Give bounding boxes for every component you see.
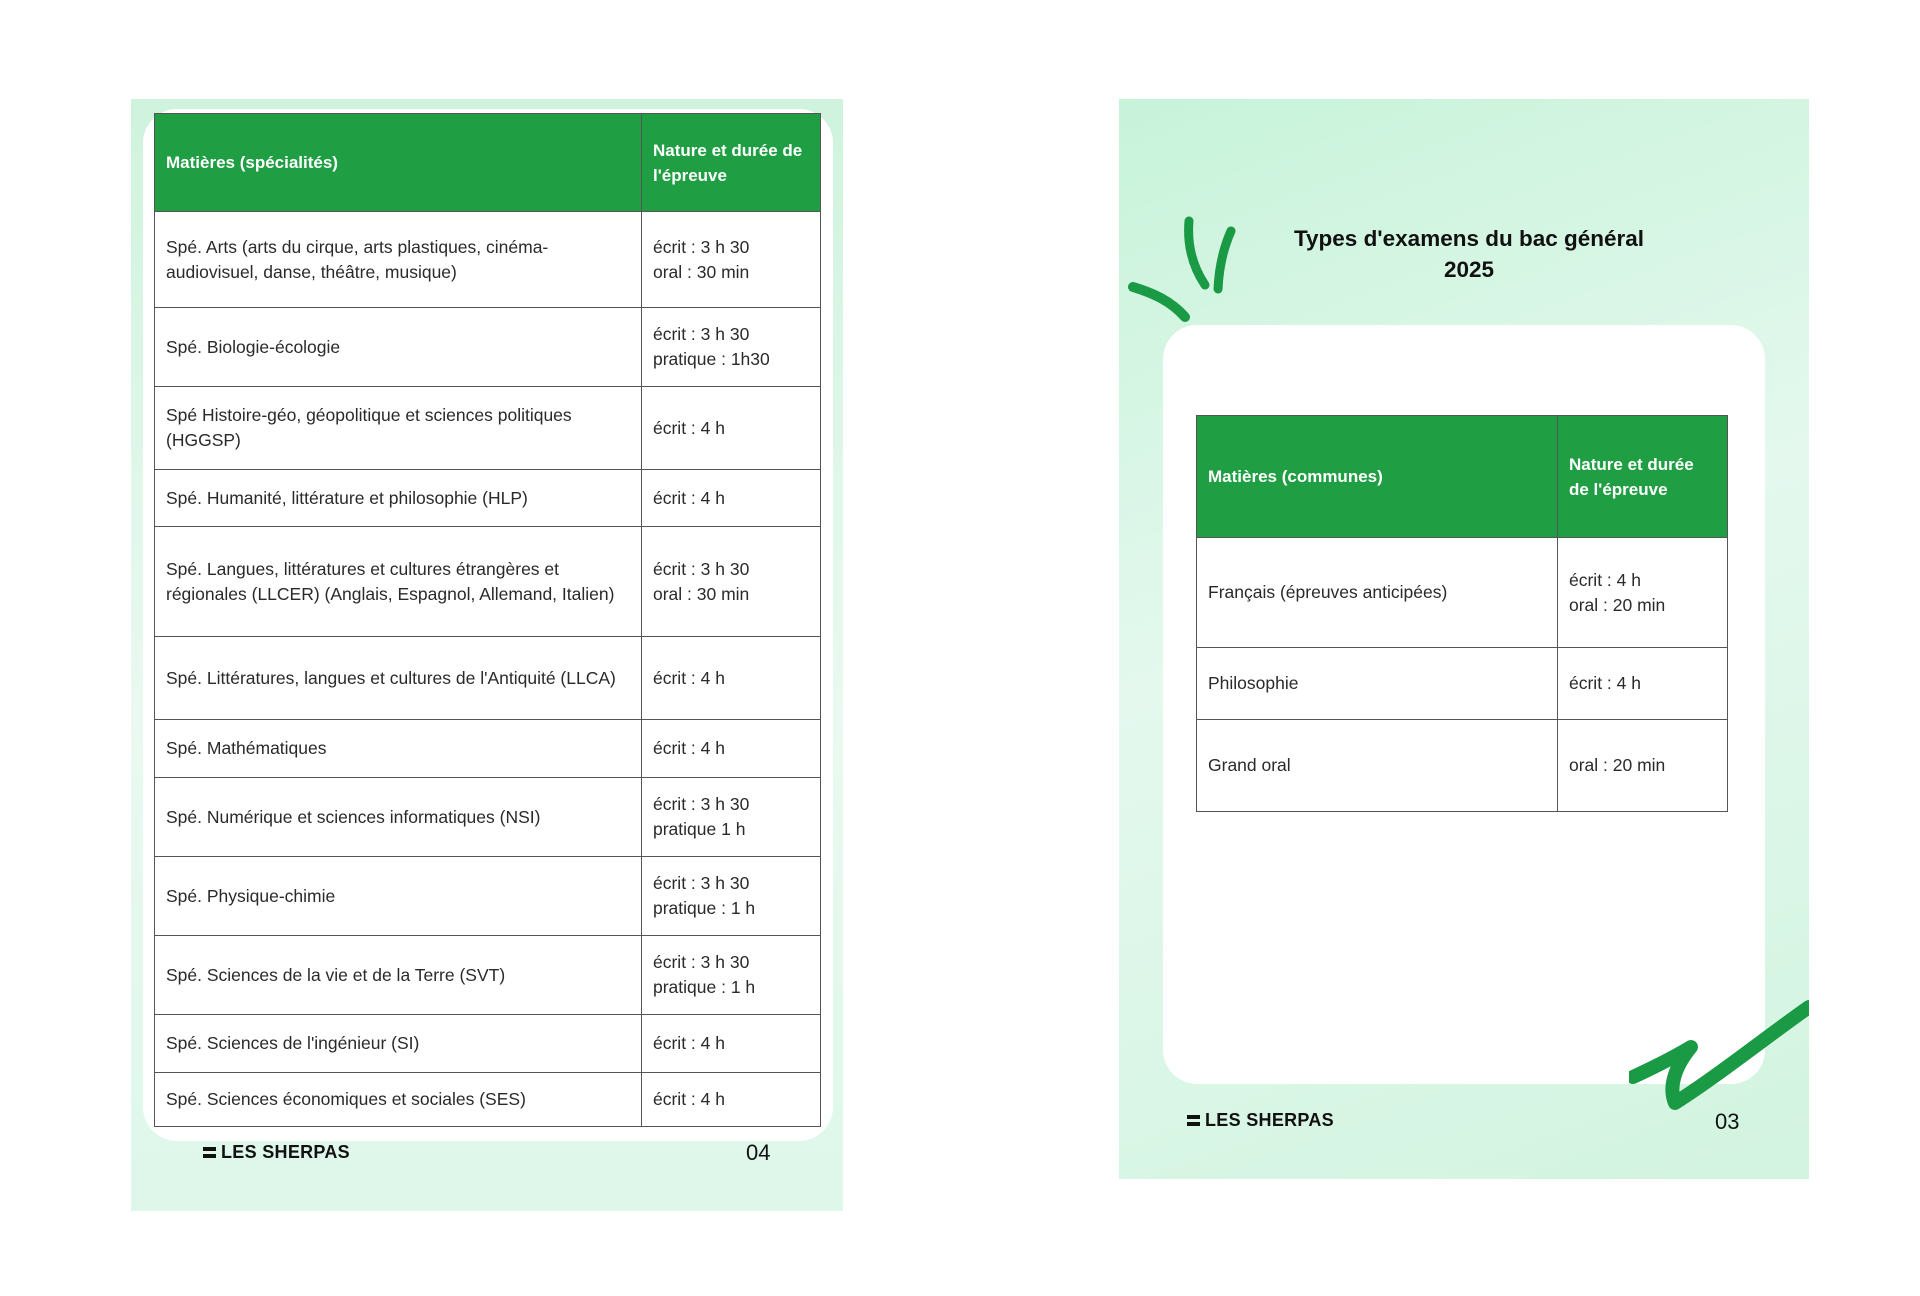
sherpas-logo — [203, 1142, 350, 1163]
page-number: 04 — [746, 1140, 771, 1165]
subject-cell: Spé. Sciences économiques et sociales (SES) — [155, 1073, 642, 1127]
logo-text: LES SHERPAS — [1205, 1110, 1334, 1130]
nature-cell: écrit : 3 h 30 oral : 30 min — [642, 212, 821, 308]
header-subject: Matières (spécialités) — [155, 114, 642, 212]
subject-cell: Spé. Arts (arts du cirque, arts plastiques, cinéma-audiovisuel, danse, théâtre, musique) — [155, 212, 642, 308]
page-04 — [131, 99, 843, 1211]
communes-table — [1196, 415, 1728, 812]
subject-cell: Français (épreuves anticipées) — [1197, 538, 1558, 648]
header-nature: Nature et durée de l'épreuve — [1558, 416, 1728, 538]
header-subject: Matières (communes) — [1197, 416, 1558, 538]
sherpas-logo-icon — [1187, 1115, 1200, 1126]
nature-cell: écrit : 3 h 30 pratique : 1h30 — [642, 308, 821, 387]
subject-cell: Spé. Physique-chimie — [155, 857, 642, 936]
subject-cell: Spé Histoire-géo, géopolitique et sciences politiques (HGGSP) — [155, 387, 642, 470]
header-nature: Nature et durée de l'épreuve — [642, 114, 821, 212]
table-header-row — [155, 114, 821, 212]
subject-cell: Spé. Biologie-écologie — [155, 308, 642, 387]
table-row — [155, 387, 821, 470]
page-03 — [1119, 99, 1809, 1179]
swoosh-icon — [1629, 979, 1809, 1125]
table-row — [155, 308, 821, 387]
nature-cell: écrit : 4 h — [642, 1073, 821, 1127]
nature-cell: écrit : 4 h — [642, 387, 821, 470]
subject-cell: Philosophie — [1197, 648, 1558, 720]
table-row — [155, 527, 821, 637]
sherpas-logo — [1187, 1110, 1334, 1131]
nature-cell: écrit : 3 h 30 pratique : 1 h — [642, 936, 821, 1015]
specialites-table — [154, 113, 821, 1127]
table-row — [155, 637, 821, 720]
sparkle-strokes-icon — [1127, 215, 1239, 325]
table-row — [155, 1015, 821, 1073]
sherpas-logo-icon — [203, 1147, 216, 1158]
subject-cell: Spé. Numérique et sciences informatiques (NSI) — [155, 778, 642, 857]
table-row — [1197, 648, 1728, 720]
table-row — [155, 212, 821, 308]
table-row — [1197, 720, 1728, 812]
nature-cell: écrit : 4 h — [642, 637, 821, 720]
nature-cell: écrit : 4 h oral : 20 min — [1558, 538, 1728, 648]
nature-cell: écrit : 4 h — [642, 720, 821, 778]
table-row — [155, 1073, 821, 1127]
nature-cell: écrit : 4 h — [642, 1015, 821, 1073]
nature-cell: écrit : 3 h 30 oral : 30 min — [642, 527, 821, 637]
nature-cell: écrit : 3 h 30 pratique 1 h — [642, 778, 821, 857]
subject-cell: Spé. Sciences de la vie et de la Terre (SVT) — [155, 936, 642, 1015]
table-row — [155, 857, 821, 936]
table-row — [155, 778, 821, 857]
subject-cell: Spé. Langues, littératures et cultures étrangères et régionales (LLCER) (Anglais, Espagnol, Allemand, Italien) — [155, 527, 642, 637]
nature-cell: écrit : 4 h — [1558, 648, 1728, 720]
subject-cell: Grand oral — [1197, 720, 1558, 812]
table-row — [155, 720, 821, 778]
table-row — [155, 470, 821, 527]
subject-cell: Spé. Humanité, littérature et philosophie (HLP) — [155, 470, 642, 527]
nature-cell: écrit : 3 h 30 pratique : 1 h — [642, 857, 821, 936]
subject-cell: Spé. Mathématiques — [155, 720, 642, 778]
subject-cell: Spé. Littératures, langues et cultures de l'Antiquité (LLCA) — [155, 637, 642, 720]
table-row — [1197, 538, 1728, 648]
table-header-row — [1197, 416, 1728, 538]
page-title: Types d'examens du bac général 2025 — [1293, 226, 1645, 282]
nature-cell: écrit : 4 h — [642, 470, 821, 527]
nature-cell: oral : 20 min — [1558, 720, 1728, 812]
page-number: 03 — [1715, 1109, 1740, 1134]
logo-text: LES SHERPAS — [221, 1142, 350, 1162]
table-row — [155, 936, 821, 1015]
subject-cell: Spé. Sciences de l'ingénieur (SI) — [155, 1015, 642, 1073]
